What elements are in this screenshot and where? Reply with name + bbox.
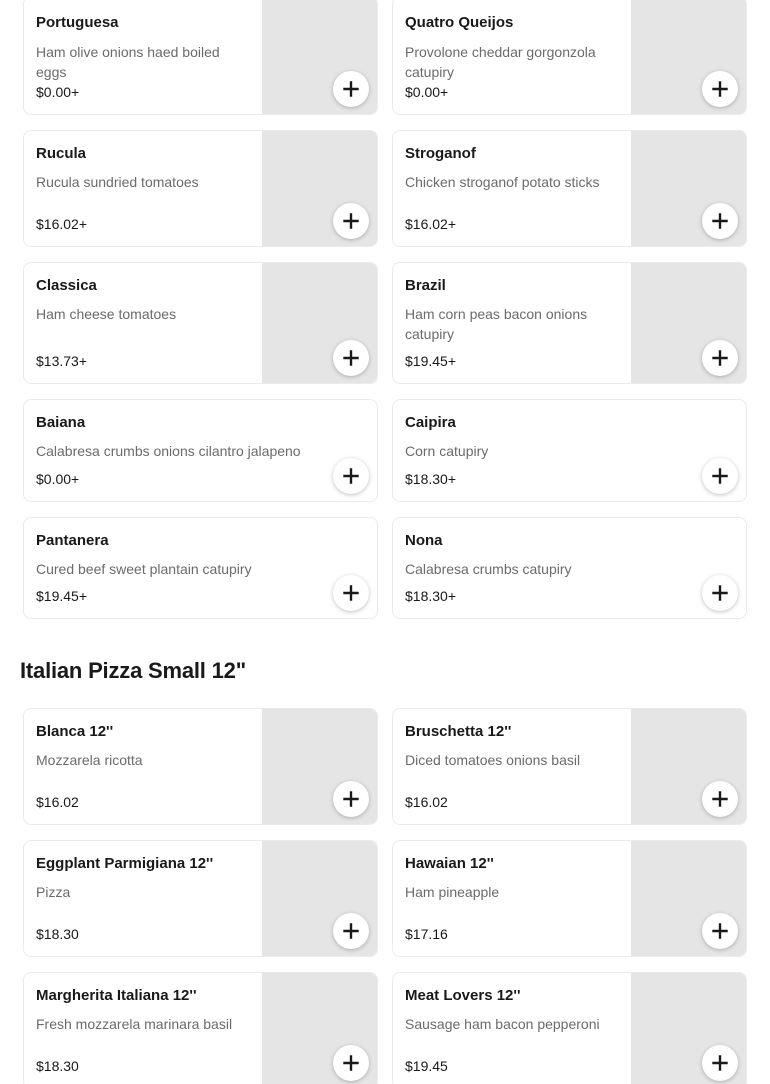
item-name: Rucula xyxy=(36,145,87,162)
menu-item-card[interactable] xyxy=(23,0,378,115)
add-item-button[interactable] xyxy=(702,340,738,376)
plus-icon xyxy=(712,350,728,366)
add-item-button[interactable] xyxy=(333,71,369,107)
item-price: $13.73+ xyxy=(36,353,87,369)
item-price: $0.00+ xyxy=(36,84,80,100)
item-description: Calabresa crumbs onions cilantro jalapeno xyxy=(36,443,301,459)
plus-icon xyxy=(712,1055,728,1071)
item-description: Cured beef sweet plantain catupiry xyxy=(36,561,252,577)
add-item-button[interactable] xyxy=(333,1045,369,1081)
item-price: $0.00+ xyxy=(405,84,449,100)
plus-icon xyxy=(343,923,359,939)
item-name: Stroganof xyxy=(405,145,476,162)
item-info xyxy=(36,518,365,618)
menu-item-card[interactable] xyxy=(392,840,747,957)
add-item-button[interactable] xyxy=(702,913,738,949)
menu-item-card[interactable] xyxy=(23,399,378,502)
section-title: Italian Pizza Small 12" xyxy=(20,658,246,683)
item-info xyxy=(405,131,619,246)
item-description: Mozzarela ricotta xyxy=(36,752,143,768)
plus-icon xyxy=(343,1055,359,1071)
item-price: $19.45+ xyxy=(36,588,87,604)
item-info xyxy=(405,709,619,824)
item-description: Provolone cheddar gorgonzola catupiry xyxy=(405,44,596,80)
plus-icon xyxy=(712,585,728,601)
item-description: Rucula sundried tomatoes xyxy=(36,174,199,190)
item-info xyxy=(36,709,250,824)
menu-item-card[interactable] xyxy=(392,262,747,384)
item-name: Nona xyxy=(405,532,443,549)
menu-item-card[interactable] xyxy=(392,130,747,247)
item-info xyxy=(36,0,250,114)
add-item-button[interactable] xyxy=(702,203,738,239)
item-info xyxy=(405,0,619,114)
menu-item-card[interactable] xyxy=(23,262,378,384)
item-name: Hawaian 12'' xyxy=(405,855,494,872)
menu-item-card[interactable] xyxy=(23,972,378,1084)
plus-icon xyxy=(343,791,359,807)
menu-item-card[interactable] xyxy=(23,840,378,957)
item-description: Ham olive onions haed boiled eggs xyxy=(36,44,220,80)
item-info xyxy=(405,400,734,501)
plus-icon xyxy=(343,585,359,601)
item-name: Blanca 12'' xyxy=(36,723,114,740)
plus-icon xyxy=(343,81,359,97)
item-name: Baiana xyxy=(36,414,86,431)
add-item-button[interactable] xyxy=(333,575,369,611)
item-info xyxy=(405,841,619,956)
add-item-button[interactable] xyxy=(333,458,369,494)
add-item-button[interactable] xyxy=(333,340,369,376)
menu-item-card[interactable] xyxy=(23,130,378,247)
item-price: $16.02+ xyxy=(36,216,87,232)
item-price: $0.00+ xyxy=(36,471,80,487)
plus-icon xyxy=(712,923,728,939)
item-price: $18.30 xyxy=(36,1058,79,1074)
item-description: Ham pineapple xyxy=(405,884,500,900)
add-item-button[interactable] xyxy=(333,913,369,949)
item-description: Diced tomatoes onions basil xyxy=(405,752,581,768)
item-info xyxy=(36,263,250,383)
item-price: $18.30 xyxy=(36,926,79,942)
add-item-button[interactable] xyxy=(333,781,369,817)
item-price: $19.45+ xyxy=(405,353,456,369)
item-price: $16.02 xyxy=(36,794,79,810)
item-description: Calabresa crumbs catupiry xyxy=(405,561,572,577)
item-description: Chicken stroganof potato sticks xyxy=(405,174,600,190)
item-price: $17.16 xyxy=(405,926,448,942)
item-description: Corn catupiry xyxy=(405,443,489,459)
item-info xyxy=(36,841,250,956)
item-name: Quatro Queijos xyxy=(405,14,514,31)
add-item-button[interactable] xyxy=(333,203,369,239)
item-info xyxy=(36,973,250,1084)
item-info xyxy=(405,973,619,1084)
item-name: Meat Lovers 12'' xyxy=(405,987,521,1004)
item-info xyxy=(405,518,734,618)
item-info xyxy=(36,131,250,246)
item-info xyxy=(405,263,619,383)
plus-icon xyxy=(343,213,359,229)
item-description: Ham cheese tomatoes xyxy=(36,306,177,322)
item-info xyxy=(36,400,365,501)
menu-item-card[interactable] xyxy=(392,0,747,115)
plus-icon xyxy=(712,468,728,484)
menu-item-card[interactable] xyxy=(23,517,378,619)
plus-icon xyxy=(712,213,728,229)
add-item-button[interactable] xyxy=(702,575,738,611)
plus-icon xyxy=(712,81,728,97)
item-name: Pantanera xyxy=(36,532,109,549)
add-item-button[interactable] xyxy=(702,1045,738,1081)
item-name: Caipira xyxy=(405,414,456,431)
menu-item-card[interactable] xyxy=(392,517,747,619)
add-item-button[interactable] xyxy=(702,781,738,817)
item-description: Pizza xyxy=(36,884,71,900)
menu-item-card[interactable] xyxy=(392,972,747,1084)
item-description: Ham corn peas bacon onions catupiry xyxy=(405,306,588,342)
item-price: $16.02+ xyxy=(405,216,456,232)
plus-icon xyxy=(343,468,359,484)
plus-icon xyxy=(343,350,359,366)
item-name: Margherita Italiana 12'' xyxy=(36,987,197,1004)
menu-item-card[interactable] xyxy=(392,708,747,825)
item-price: $16.02 xyxy=(405,794,448,810)
add-item-button[interactable] xyxy=(702,458,738,494)
menu-item-card[interactable] xyxy=(23,708,378,825)
item-price: $18.30+ xyxy=(405,588,456,604)
item-name: Brazil xyxy=(405,277,446,294)
item-name: Portuguesa xyxy=(36,14,119,31)
item-description: Sausage ham bacon pepperoni xyxy=(405,1016,600,1032)
add-item-button[interactable] xyxy=(702,71,738,107)
item-name: Bruschetta 12'' xyxy=(405,723,512,740)
item-price: $19.45 xyxy=(405,1058,448,1074)
plus-icon xyxy=(712,791,728,807)
item-name: Classica xyxy=(36,277,97,294)
item-name: Eggplant Parmigiana 12'' xyxy=(36,855,214,872)
item-description: Fresh mozzarela marinara basil xyxy=(36,1016,233,1032)
item-price: $18.30+ xyxy=(405,471,456,487)
menu-item-card[interactable] xyxy=(392,399,747,502)
